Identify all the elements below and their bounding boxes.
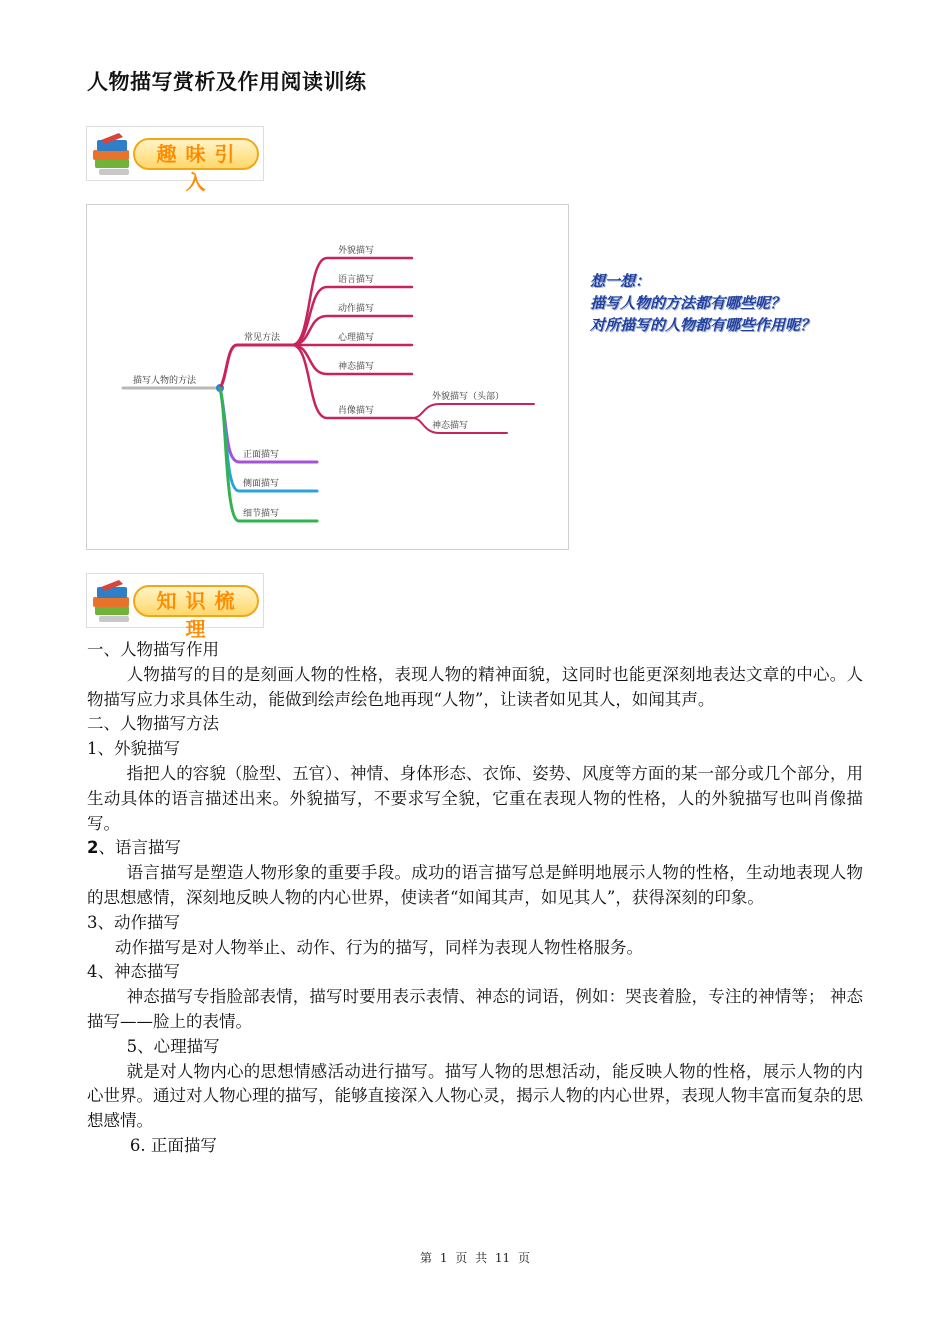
knowledge-banner (86, 573, 264, 641)
books-icon (91, 131, 137, 177)
think-line-3: 对所描写的人物都有哪些作用呢？ (590, 316, 816, 334)
page-title: 人物描写赏析及作用阅读训练 (87, 70, 367, 94)
mindmap-leaf-1: 外貌描写 (338, 246, 375, 256)
mindmap-portrait-leaf-1: 外貌描写（头部） (432, 392, 505, 402)
knowledge-banner-label: 知识梳理 (133, 585, 259, 617)
method-5-heading: 5、心理描写 (126, 1036, 220, 1056)
mindmap-common-branch (220, 345, 292, 388)
mindmap-labels (133, 244, 504, 519)
books-icon (91, 578, 137, 624)
method-5-paragraph: 就是对人物内心的思想情感活动进行描写。描写人物的思想活动，能反映人物的性格，展示人物的内心世界。通过对人物心理的描写，能够直接深入人物心灵，揭示人物的内心世界，表现人物丰富而复杂的思想感情。 (87, 1061, 863, 1131)
method-2-number: 2 (87, 838, 99, 858)
method-1-paragraph: 指把人的容貌（脸型、五官）、神情、身体形态、衣饰、姿势、风度等方面的某一部分或几个部分，用生动具体的语言描述出来。外貌描写，不要求写全貌，它重在表现人物的性格，人的外貌描写也叫肖像描写。 (87, 763, 863, 833)
mindmap-leaf-4: 心理描写 (338, 333, 375, 343)
method-6-heading: 6. 正面描写 (129, 1135, 217, 1155)
think-line-2: 描写人物的方法都有哪些呢？ (590, 294, 786, 312)
mindmap-branches (123, 258, 534, 521)
mindmap-leaf-3: 动作描写 (338, 304, 375, 314)
mindmap-leaf-5: 神态描写 (338, 362, 375, 372)
method-3-paragraph: 动作描写是对人物举止、动作、行为的描写，同样为表现人物性格服务。 (115, 937, 644, 957)
intro-banner (86, 126, 264, 194)
method-4-heading: 4、神态描写 (87, 962, 180, 982)
mindmap-portrait-branch-1 (412, 404, 534, 418)
think-line-1: 想一想： (590, 272, 651, 290)
method-2-heading-text: 、语言描写 (98, 838, 181, 858)
method-2-paragraph: 语言描写是塑造人物形象的重要手段。成功的语言描写总是鲜明地展示人物的性格，生动地表现人物的思想感情，深刻地反映人物的内心世界，使读者“如闻其声，如见其人”，获得深刻的印象。 (87, 863, 863, 907)
mindmap-other-leaf-1: 正面描写 (243, 450, 280, 460)
intro-banner-label: 趣味引入 (133, 138, 259, 170)
think-prompt (590, 270, 815, 336)
method-4-paragraph: 神态描写专指脸部表情，描写时要用表示表情、神态的词语，例如：哭丧着脸，专注的神情等； 神态描写——脸上的表情。 (87, 987, 863, 1031)
mindmap-leaf-6: 肖像描写 (338, 406, 375, 416)
mindmap-root-label: 描写人物的方法 (133, 376, 197, 386)
method-1-heading: 1、外貌描写 (87, 739, 180, 759)
mindmap-other-leaf-2: 侧面描写 (243, 479, 280, 489)
page-footer: 第 1 页 共 11 页 (420, 1251, 530, 1265)
mindmap-leaf-2: 语言描写 (338, 275, 375, 285)
mindmap-other-branch-2 (220, 388, 317, 491)
section-1-paragraph: 人物描写的目的是刻画人物的性格，表现人物的精神面貌，这同时也能更深刻地表达文章的中心。人物描写应力求具体生动，能做到绘声绘色地再现“人物”，让读者如见其人，如闻其声。 (87, 664, 863, 709)
mindmap-figure (86, 204, 569, 550)
mindmap-portrait-leaf-2: 神态描写 (432, 421, 469, 431)
method-2-heading (87, 836, 863, 861)
section-heading-2: 二、人物描写方法 (87, 714, 219, 734)
main-content (87, 638, 863, 1159)
mindmap-other-leaf-3: 细节描写 (243, 509, 280, 519)
method-3-heading: 3、动作描写 (87, 912, 180, 932)
mindmap-svg (87, 205, 568, 549)
mindmap-common-label: 常见方法 (244, 333, 281, 343)
section-heading-1: 一、人物描写作用 (87, 640, 219, 659)
